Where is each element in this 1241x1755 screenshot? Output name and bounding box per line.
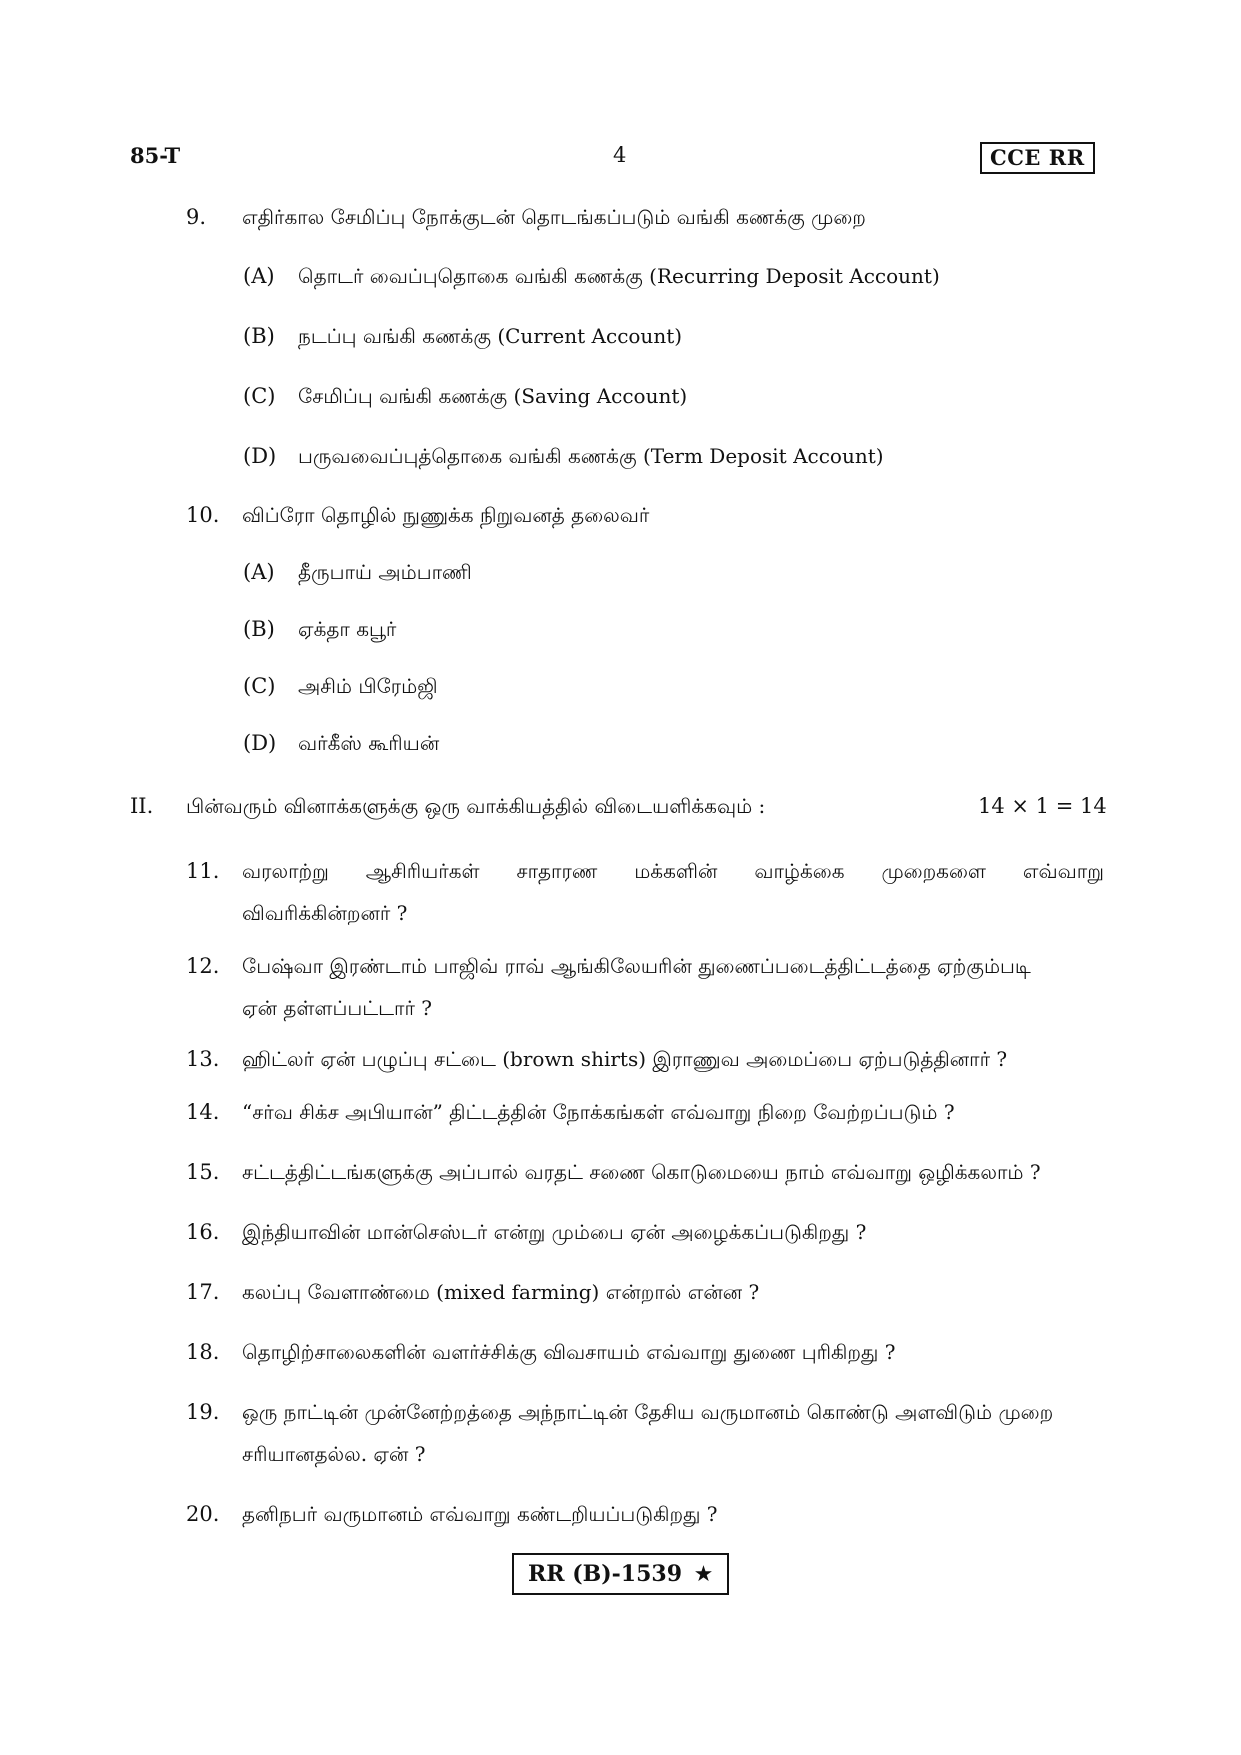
option-label: (C) bbox=[243, 384, 276, 408]
question-text-line2: விவரிக்கின்றனர் ? bbox=[242, 901, 408, 925]
question-number: 18. bbox=[186, 1340, 220, 1364]
option-text: ஏக்தா கபூர் bbox=[298, 617, 397, 641]
option-label: (A) bbox=[243, 560, 275, 584]
section-instruction: பின்வரும் வினாக்களுக்கு ஒரு வாக்கியத்தில் விடையளிக்கவும் : bbox=[186, 794, 766, 818]
question-text: “சர்வ சிக்ச அபியான்” திட்டத்தின் நோக்கங்கள் எவ்வாறு நிறை வேற்றப்படும் ? bbox=[242, 1100, 955, 1124]
question-text-line1: பேஷ்வா இரண்டாம் பாஜிவ் ராவ் ஆங்கிலேயரின் துணைப்படைத்திட்டத்தை ஏற்கும்படி bbox=[242, 954, 1031, 978]
question-number: 20. bbox=[186, 1502, 220, 1526]
word: முறைகளை bbox=[881, 859, 986, 883]
question-text-line1 bbox=[242, 857, 1104, 885]
question-number: 10. bbox=[186, 503, 220, 527]
word: ஆசிரியர்கள் bbox=[365, 859, 480, 883]
word: வரலாற்று bbox=[242, 859, 329, 883]
question-text-line2: ஏன் தள்ளப்பட்டார் ? bbox=[242, 996, 433, 1020]
question-text: சட்டத்திட்டங்களுக்கு அப்பால் வரதட் சணை கொடுமையை நாம் எவ்வாறு ஒழிக்கலாம் ? bbox=[242, 1160, 1041, 1184]
option-label: (B) bbox=[243, 324, 275, 348]
word: மக்களின் bbox=[634, 859, 718, 883]
page-number: 4 bbox=[613, 143, 627, 167]
question-number: 14. bbox=[186, 1100, 220, 1124]
question-number: 12. bbox=[186, 954, 220, 978]
option-text: சேமிப்பு வங்கி கணக்கு (Saving Account) bbox=[298, 384, 688, 408]
option-label: (A) bbox=[243, 264, 275, 288]
footer-code: RR (B)-1539 bbox=[528, 1561, 682, 1587]
question-text: இந்தியாவின் மான்செஸ்டர் என்று மும்பை ஏன் அழைக்கப்படுகிறது ? bbox=[242, 1220, 867, 1244]
section-marks: 14 × 1 = 14 bbox=[978, 794, 1107, 818]
option-text: அசிம் பிரேம்ஜி bbox=[298, 674, 438, 698]
question-number: 9. bbox=[186, 205, 207, 229]
option-label: (C) bbox=[243, 674, 276, 698]
option-text: நடப்பு வங்கி கணக்கு (Current Account) bbox=[298, 324, 683, 348]
option-text: வர்கீஸ் கூரியன் bbox=[298, 731, 440, 755]
question-text: விப்ரோ தொழில் நுணுக்க நிறுவனத் தலைவர் bbox=[242, 503, 650, 527]
question-text-line2: சரியானதல்ல. ஏன் ? bbox=[242, 1442, 426, 1466]
section-numeral: II. bbox=[130, 794, 154, 818]
word: வாழ்க்கை bbox=[754, 859, 845, 883]
question-number: 15. bbox=[186, 1160, 220, 1184]
star-icon: ★ bbox=[693, 1562, 714, 1587]
question-text: தனிநபர் வருமானம் எவ்வாறு கண்டறியப்படுகிறது ? bbox=[242, 1502, 718, 1526]
question-number: 17. bbox=[186, 1280, 220, 1304]
question-text: எதிர்கால சேமிப்பு நோக்குடன் தொடங்கப்படும் வங்கி கணக்கு முறை bbox=[242, 205, 866, 229]
series-badge: CCE RR bbox=[980, 142, 1095, 174]
question-text: கலப்பு வேளாண்மை (mixed farming) என்றால் என்ன ? bbox=[242, 1280, 760, 1304]
question-number: 16. bbox=[186, 1220, 220, 1244]
question-text-line1: ஒரு நாட்டின் முன்னேற்றத்தை அந்நாட்டின் தேசிய வருமானம் கொண்டு அளவிடும் முறை bbox=[242, 1400, 1054, 1424]
question-number: 11. bbox=[186, 859, 220, 883]
option-text: தொடர் வைப்புதொகை வங்கி கணக்கு (Recurring Deposit Account) bbox=[298, 264, 940, 288]
paper-code: 85-T bbox=[130, 143, 181, 168]
option-text: பருவவைப்புத்தொகை வங்கி கணக்கு (Term Deposit Account) bbox=[298, 444, 884, 468]
question-text: தொழிற்சாலைகளின் வளர்ச்சிக்கு விவசாயம் எவ்வாறு துணை புரிகிறது ? bbox=[242, 1340, 896, 1364]
option-text: தீருபாய் அம்பாணி bbox=[298, 560, 472, 584]
option-label: (B) bbox=[243, 617, 275, 641]
option-label: (D) bbox=[243, 444, 277, 468]
question-text: ஹிட்லர் ஏன் பழுப்பு சட்டை (brown shirts) இராணுவ அமைப்பை ஏற்படுத்தினார் ? bbox=[242, 1047, 1008, 1071]
option-label: (D) bbox=[243, 731, 277, 755]
question-number: 19. bbox=[186, 1400, 220, 1424]
footer-code-box bbox=[512, 1553, 729, 1595]
question-number: 13. bbox=[186, 1047, 220, 1071]
word: சாதாரண bbox=[516, 859, 598, 883]
word: எவ்வாறு bbox=[1022, 859, 1104, 883]
